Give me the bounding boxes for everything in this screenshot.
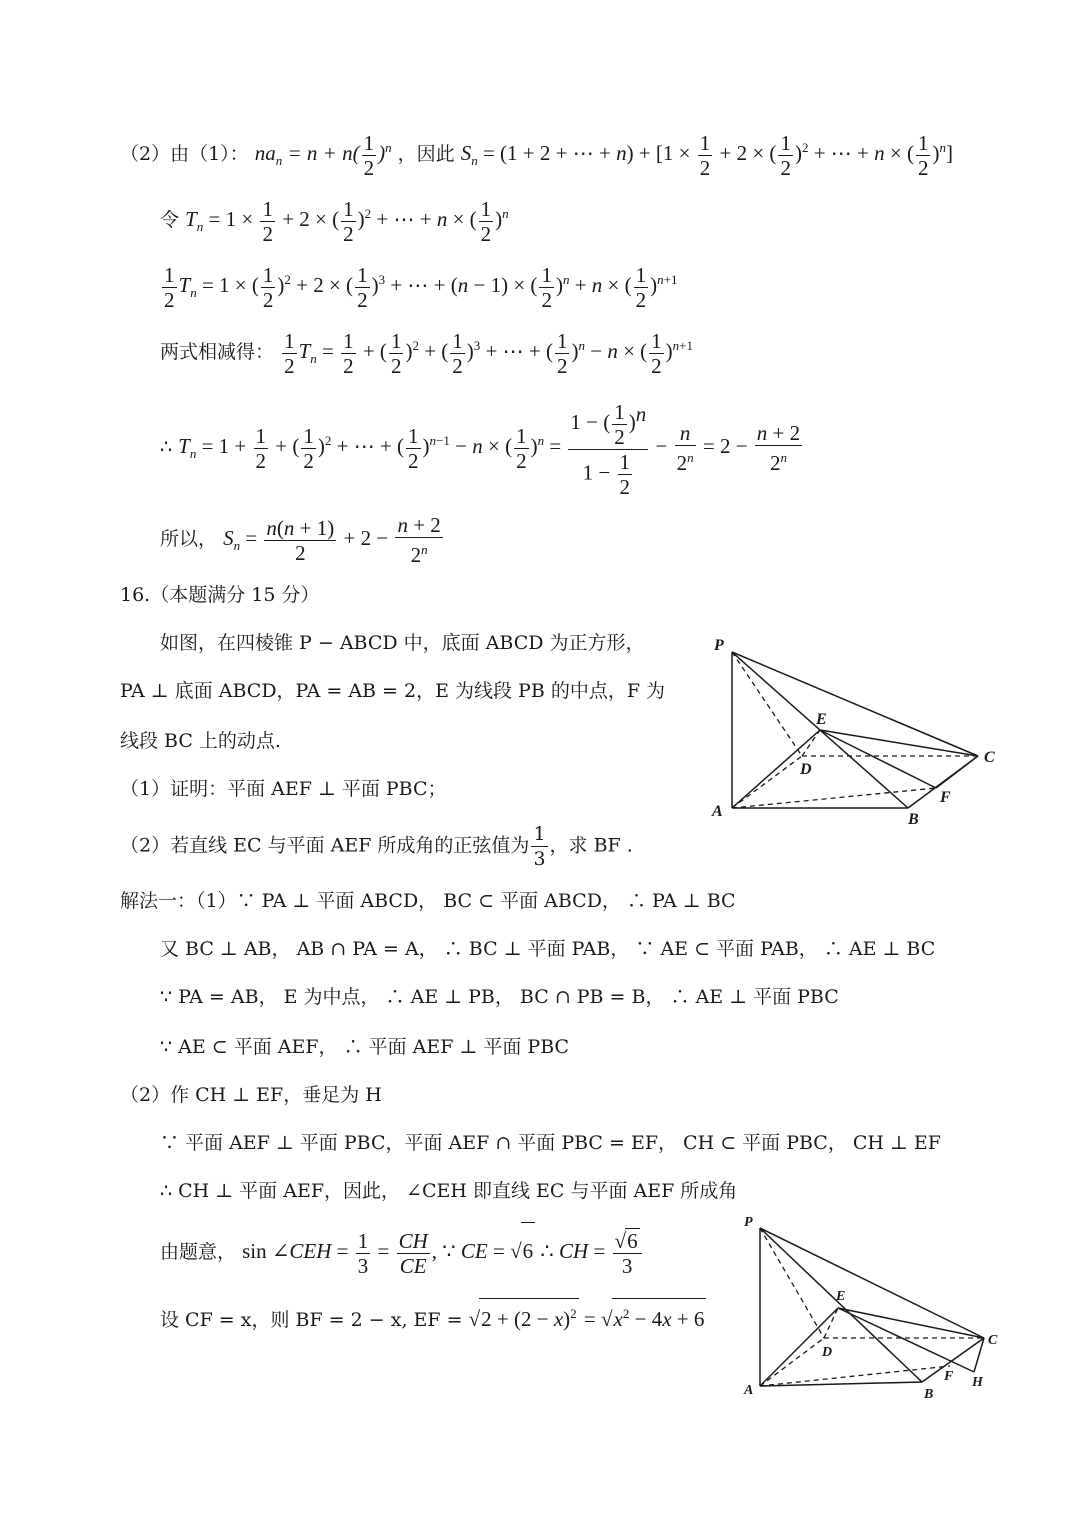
solution-let-tn [160,186,509,255]
label-A: A [744,1383,754,1398]
eq-sn-expansion: $S_n = (1 + 2$ + ⋯ + n) + [1 × $\frac{1}{2}$ + 2 × ( $\frac{1}{2}$ )$^2$ + ⋯ + n × ( $\frac{1}{2}$ )$^n$] [460,130,953,180]
label-F: F [944,1369,954,1384]
solution-step-2: 又 BC ⊥ AB， AB ∩ PA = A， ∴ BC ⊥ 平面 PAB， ∵ AE ⊂ 平面 PAB， ∴ AE ⊥ BC [160,938,936,960]
eq-ef-length: $√2 + (2 - x)^2 = √x^2 - 4x + 6$ [469,1307,707,1331]
q2-prefix: （2）若直线 EC 与平面 AEF 所成角的正弦值为 [120,834,530,857]
q2-frac-den: 3 [533,848,546,870]
eq-sn-final: $S_n$ = $\frac{n(n + 1)}{2}$ + 2 − $\frac{n + 2}{2^n}$ [223,513,441,568]
edge-PC [732,652,978,756]
label-B: B [924,1387,934,1402]
q2-frac-num: 1 [533,823,546,845]
edge-AD-hidden [760,1338,824,1386]
edge-DE-hidden [824,1308,838,1338]
problem16-header: 16.（本题满分 15 分） [120,584,320,606]
solution-part2-line1 [120,120,953,189]
edge-EH [838,1308,974,1372]
solution-step-4: ∵ AE ⊂ 平面 AEF， ∴ 平面 AEF ⊥ 平面 PBC [160,1036,570,1058]
solution-sn-final [160,510,445,574]
therefore-symbol: ∴ [160,436,173,458]
solution-half-tn [160,252,677,321]
edge-EF [820,730,936,788]
problem16-question-1: （1）证明：平面 AEF ⊥ 平面 PBC； [120,778,447,800]
eq-half-tn: $\frac{1}{2}$ $T_n = 1$ × ( $\frac{1}{2}$ )$^2$ + 2 × ( $\frac{1}{2}$ )$^3$ + ⋯ + (n − 1) × ( $\frac{1}{2}$ )$^n$ + n × ( $\frac{1}{2}$ )$^{n+1}$ [164,262,678,312]
s8-prefix: 由题意， [160,1241,237,1263]
eq-tn-def: $T_n = 1$ × $\frac{1}{2}$ + 2 × ( $\frac{1}{2}$ )$^2$ + ⋯ + n × ( $\frac{1}{2}$ )$^n$ [185,196,509,246]
s9-prefix: 设 CF = x，则 BF = 2 − x, EF = [160,1309,463,1331]
label-F: F [940,789,951,806]
let-label: 令 [160,209,180,231]
label-D: D [822,1345,833,1360]
eq-sin-ceh: sin ∠CEH = $\frac{1}{3}$ = $\frac{CH}{CE}$ , ∵ CE = √6 ∴ CH = $\frac{√6}{3}$ [242,1239,644,1263]
edge-PC [760,1228,984,1338]
subtract-label: 两式相减得： [160,341,275,363]
solution-step-1: 解法一：（1）∵ PA ⊥ 平面 ABCD， BC ⊂ 平面 ABCD， ∴ PA ⊥ BC [120,890,736,912]
solution-step-6: ∵ 平面 AEF ⊥ 平面 PBC，平面 AEF ∩ 平面 PBC = EF， CH ⊂ 平面 PBC， CH ⊥ EF [160,1132,941,1154]
solution-step-9 [160,1298,706,1335]
label-B: B [908,811,919,828]
problem16-statement-2: PA ⊥ 底面 ABCD，PA = AB = 2，E 为线段 PB 的中点，F 为 [120,680,666,702]
solution-step-3: ∵ PA = AB， E 为中点， ∴ AE ⊥ PB， BC ∩ PB = B， ∴ AE ⊥ 平面 PBC [160,986,839,1008]
solution-subtract [160,318,693,387]
label-P: P [714,637,724,654]
so-label: 所以， [160,528,218,550]
label-H: H [972,1375,983,1390]
pyramid-figure-2 [730,1210,1020,1405]
solution-step-5: （2）作 CH ⊥ EF，垂足为 H [120,1084,382,1106]
edge-AB [760,1382,922,1386]
label-P: P [744,1215,753,1230]
edge-FC [936,756,978,788]
eq-na-n: $na_n = n + n$( $\frac{1}{2}$ )$^n$ [254,130,392,180]
eq-tn-result: $T_n = 1$ + $\frac{1}{2}$ + ( $\frac{1}{2}$ )$^2$ + ⋯ + ( $\frac{1}{2}$ )$^{n-1}$ − n × ( $\frac{1}{2}$ )$^n$ = 1 − ( $\frac{1}{2}$ )$^n$ 1 − $\frac{1}{2}$ − $\frac{n}{2^n}$ = 2 − $\frac{n + 2}{2^n}$ [178,434,804,458]
edge-HC [974,1338,984,1372]
edge-AD-hidden [732,756,802,808]
line1-prefix: （2）由（1）： [120,143,249,165]
q2-suffix: ，求 BF . [549,834,633,857]
label-C: C [988,1333,998,1348]
solution-step-8 [160,1222,644,1280]
label-A: A [712,803,723,820]
label-E: E [836,1289,846,1304]
edge-PB [760,1228,922,1382]
solution-step-7: ∴ CH ⊥ 平面 AEF，因此， ∠CEH 即直线 EC 与平面 AEF 所成角 [160,1180,738,1202]
solution-therefore-tn [160,396,804,499]
edge-EC [820,730,978,756]
label-D: D [800,761,812,778]
label-C: C [984,749,995,766]
problem16-statement-1: 如图，在四棱锥 P − ABCD 中，底面 ABCD 为正方形， [160,632,645,654]
problem16-question-2 [120,822,633,871]
line1-mid: ，因此 [397,143,455,165]
pyramid-figure-1 [700,630,1010,830]
eq-subtract: $\frac{1}{2}$ $T_n$ = $\frac{1}{2}$ + ( $\frac{1}{2}$ )$^2$ + ( $\frac{1}{2}$ )$^3$ + ⋯ + ( $\frac{1}{2}$ )$^n$ − n × ( $\frac{1}{2}$ )$^{n+1}$ [284,328,693,378]
label-E: E [816,711,827,728]
problem16-statement-3: 线段 BC 上的动点. [120,730,281,752]
